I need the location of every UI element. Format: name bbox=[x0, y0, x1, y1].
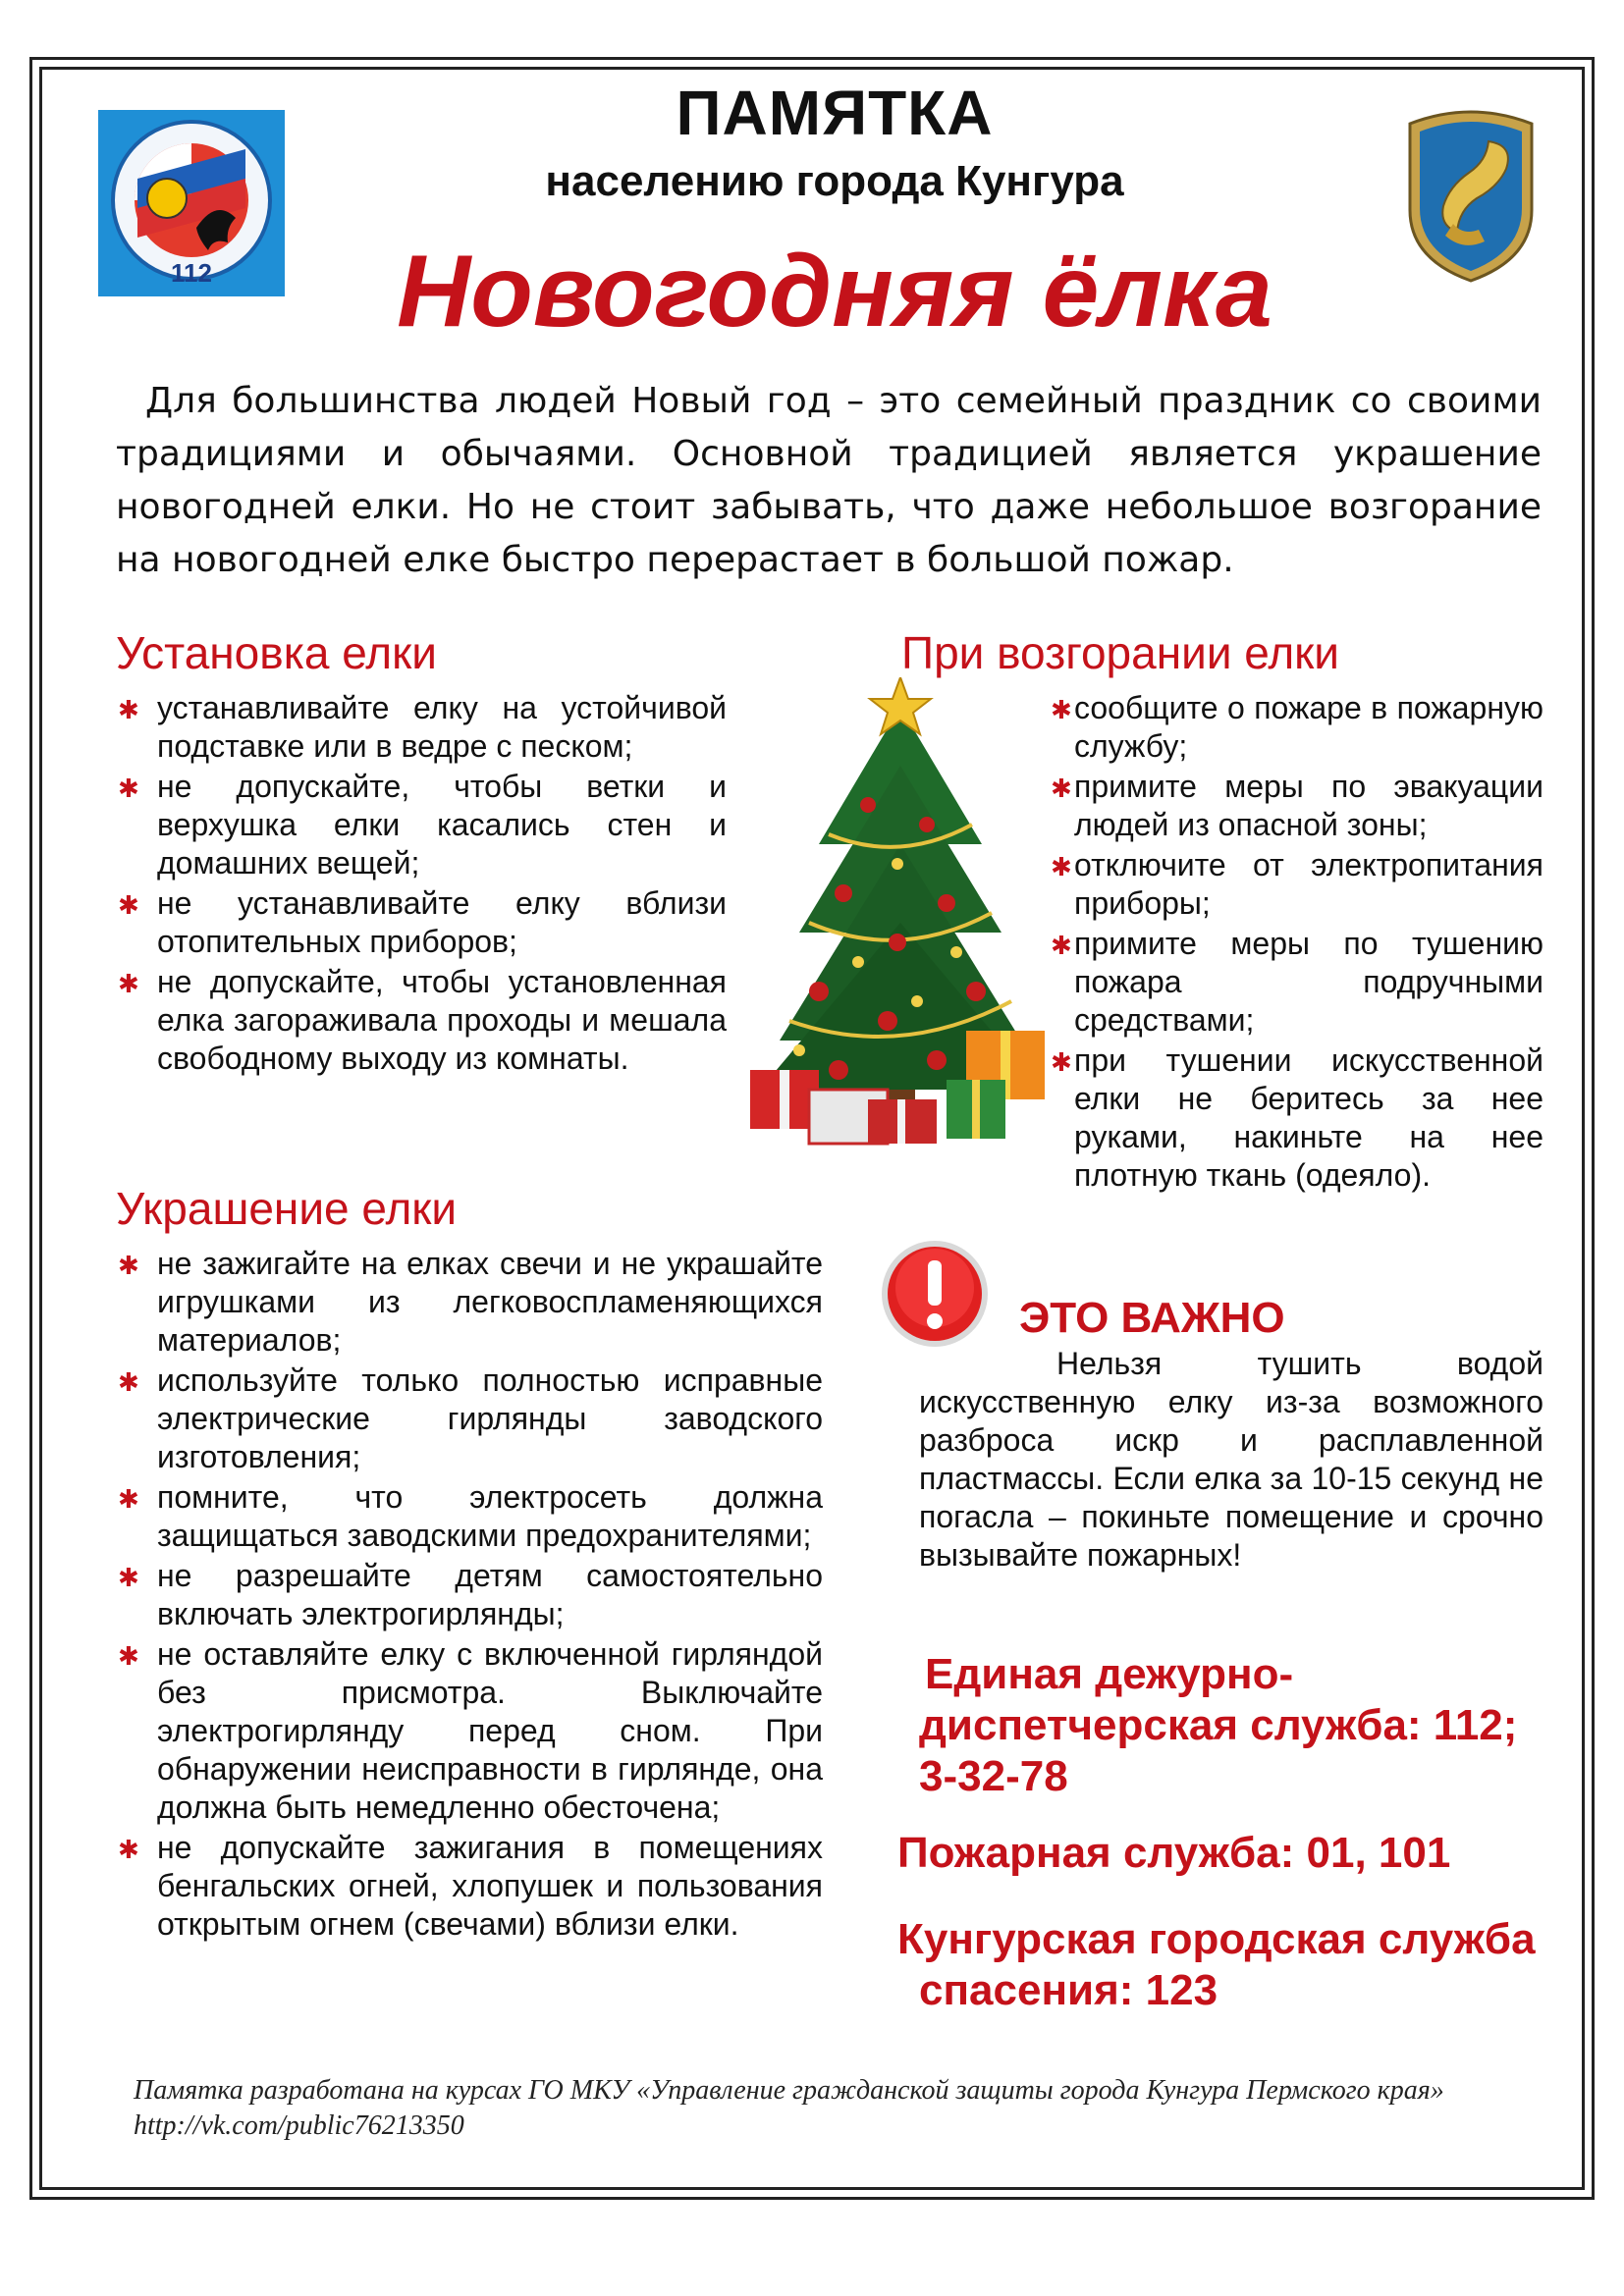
list-item: ✱ сообщите о пожаре в пожарную службу; bbox=[1051, 690, 1543, 764]
contact-edds-line2: диспетчерская служба: 112; bbox=[919, 1701, 1518, 1749]
contact-rescue-line1: Кунгурская городская служба bbox=[897, 1915, 1536, 1963]
list-item: ✱ не зажигайте на елках свечи и не украшайте игрушками из легковоспламеняющихся материалов; bbox=[118, 1246, 823, 1358]
list-item: ✱ не допускайте, чтобы установленная елка загораживала проходы и мешала свободному выходу из комнаты. bbox=[118, 964, 727, 1076]
page-subtitle: населению города Кунгура bbox=[545, 157, 1124, 205]
contact-edds-line1: Единая дежурно- bbox=[925, 1650, 1294, 1698]
emblem-number: 112 bbox=[171, 258, 212, 288]
intro-paragraph: Для большинства людей Новый год – это семейный праздник со своими традициями и обычаями. Основной традицией является украшение новогодней елки. Но не стоит забывать, что даже небольшое возгорание на новогодней елке быстро перерастает в большой пожар. bbox=[116, 381, 1542, 580]
christmas-tree-icon bbox=[750, 677, 1051, 1148]
contact-rescue-line2: спасения: 123 bbox=[919, 1966, 1218, 2014]
asterisk-bullet-icon: ✱ bbox=[118, 695, 139, 724]
asterisk-bullet-icon: ✱ bbox=[118, 1563, 139, 1592]
asterisk-bullet-icon: ✱ bbox=[118, 1835, 139, 1864]
asterisk-bullet-icon: ✱ bbox=[1051, 1047, 1072, 1077]
section-title-decor: Украшение елки bbox=[116, 1183, 458, 1234]
list-item: ✱ не оставляйте елку с включенной гирляндой без присмотра. Выключайте электрогирлянду перед сном. При обнаружении неисправности в гирлянде, она должна быть немедленно обесточена; bbox=[118, 1636, 823, 1825]
asterisk-bullet-icon: ✱ bbox=[1051, 695, 1072, 724]
contact-fire-service: Пожарная служба: 01, 101 bbox=[897, 1829, 1451, 1877]
asterisk-bullet-icon: ✱ bbox=[118, 1641, 139, 1671]
fire-list bbox=[1053, 689, 1543, 1197]
important-title: ЭТО ВАЖНО bbox=[1019, 1294, 1285, 1342]
list-item: ✱ используйте только полностью исправные электрические гирлянды заводского изготовления; bbox=[118, 1362, 823, 1474]
asterisk-bullet-icon: ✱ bbox=[118, 969, 139, 998]
list-item: ✱ не допускайте, чтобы ветки и верхушка елки касались стен и домашних вещей; bbox=[118, 769, 727, 881]
coat-of-arms-icon bbox=[1402, 102, 1540, 285]
list-item: ✱ при тушении искусственной елки не беритесь за нее руками, накиньте на нее плотную ткань (одеяло). bbox=[1051, 1042, 1543, 1193]
list-item: ✱ отключите от электропитания приборы; bbox=[1051, 847, 1543, 921]
contact-edds-line3: 3-32-78 bbox=[919, 1752, 1068, 1800]
asterisk-bullet-icon: ✱ bbox=[1051, 774, 1072, 803]
footer-note: Памятка разработана на курсах ГО МКУ «Управление гражданской защиты города Кунгура Пермского края» http://vk.com/public76213350 bbox=[134, 2075, 1444, 2141]
important-text: Нельзя тушить водой искусственную елку из-за возможного разброса искр и расплавленной пластмассы. Если елка за 10-15 секунд не погасла – покиньте помещение и срочно вызывайте пожарных! bbox=[919, 1346, 1543, 1573]
section-title-install: Установка елки bbox=[116, 627, 437, 678]
asterisk-bullet-icon: ✱ bbox=[118, 774, 139, 803]
asterisk-bullet-icon: ✱ bbox=[118, 890, 139, 920]
list-item: ✱ не допускайте зажигания в помещениях бенгальских огней, хлопушек и пользования открытым огнем (свечами) вблизи елки. bbox=[118, 1830, 823, 1942]
list-item: ✱ не разрешайте детям самостоятельно включать электрогирлянды; bbox=[118, 1558, 823, 1631]
section-title-fire: При возгорании елки bbox=[901, 627, 1340, 678]
asterisk-bullet-icon: ✱ bbox=[118, 1251, 139, 1280]
exclamation-warning-icon bbox=[880, 1239, 990, 1349]
emergency-dispatch-emblem-icon bbox=[98, 110, 285, 296]
install-list bbox=[116, 689, 727, 1080]
list-item: ✱ не устанавливайте елку вблизи отопительных приборов; bbox=[118, 885, 727, 959]
list-item: ✱ примите меры по тушению пожара подручными средствами; bbox=[1051, 926, 1543, 1038]
asterisk-bullet-icon: ✱ bbox=[1051, 852, 1072, 881]
list-item: ✱ помните, что электросеть должна защищаться заводскими предохранителями; bbox=[118, 1479, 823, 1553]
decor-list bbox=[116, 1245, 823, 1946]
contact-edds bbox=[919, 1649, 1547, 1802]
page-title: ПАМЯТКА bbox=[676, 78, 994, 148]
main-heading: Новогодняя ёлка bbox=[397, 235, 1272, 348]
asterisk-bullet-icon: ✱ bbox=[1051, 931, 1072, 960]
list-item: ✱ примите меры по эвакуации людей из опасной зоны; bbox=[1051, 769, 1543, 842]
asterisk-bullet-icon: ✱ bbox=[118, 1484, 139, 1514]
contact-rescue bbox=[897, 1914, 1565, 2016]
list-item: ✱ устанавливайте елку на устойчивой подставке или в ведре с песком; bbox=[118, 690, 727, 764]
asterisk-bullet-icon: ✱ bbox=[118, 1367, 139, 1397]
